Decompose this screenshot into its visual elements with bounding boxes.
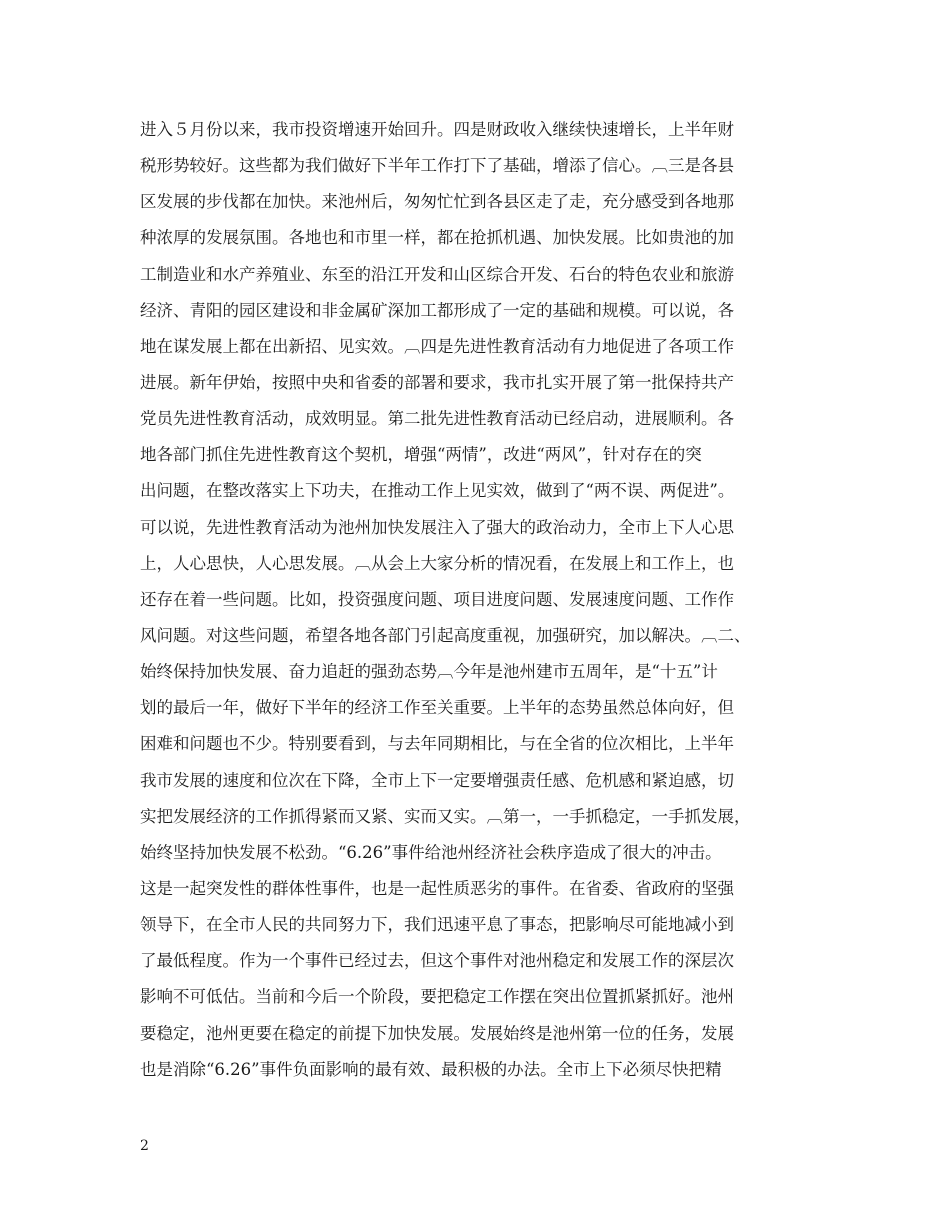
text-line: 要稳定，池州更要在稳定的前提下加快发展。发展始终是池州第一位的任务，发展 — [140, 1023, 734, 1043]
page-number: 2 — [140, 1138, 149, 1154]
text-line: 影响不可低估。当前和今后一个阶段，要把稳定工作摆在突出位置抓紧抓好。池州 — [140, 987, 734, 1007]
text-line: 始终保持加快发展、奋力追赶的强劲态势︹今年是池州建市五周年，是“十五”计 — [140, 662, 718, 682]
text-line: 实把发展经济的工作抓得紧而又紧、实而又实。︹第一，一手抓稳定，一手抓发展， — [140, 806, 751, 826]
text-line: 领导下，在全市人民的共同努力下，我们迅速平息了事态，把影响尽可能地减小到 — [140, 915, 734, 935]
text-line: 这是一起突发性的群体性事件，也是一起性质恶劣的事件。在省委、省政府的坚强 — [140, 878, 734, 898]
text-line: 风问题。对这些问题，希望各地各部门引起高度重视，加强研究，加以解决。︹二、 — [140, 625, 751, 645]
text-line: 我市发展的速度和位次在下降，全市上下一定要增强责任感、危机感和紧迫感，切 — [140, 770, 734, 790]
text-line: 出问题，在整改落实上下功夫，在推动工作上见实效，做到了“两不误、两促进”。 — [140, 481, 735, 501]
text-line: 了最低程度。作为一个事件已经过去，但这个事件对池州稳定和发展工作的深层次 — [140, 951, 734, 971]
text-line: 始终坚持加快发展不松劲。“6.26”事件给池州经济社会秩序造成了很大的冲击。 — [140, 842, 722, 862]
text-line: 地在谋发展上都在出新招、见实效。︹四是先进性教育活动有力地促进了各项工作 — [140, 336, 734, 356]
text-line: 进入５月份以来，我市投资增速开始回升。四是财政收入继续快速增长，上半年财 — [140, 120, 734, 139]
text-line: 种浓厚的发展氛围。各地也和市里一样，都在抢抓机遇、加快发展。比如贵池的加 — [140, 228, 734, 248]
text-line: 税形势较好。这些都为我们做好下半年工作打下了基础，增添了信心。︹三是各县 — [140, 156, 734, 176]
text-line: 党员先进性教育活动，成效明显。第二批先进性教育活动已经启动，进展顺利。各 — [140, 409, 734, 429]
text-line: 进展。新年伊始，按照中央和省委的部署和要求，我市扎实开展了第一批保持共产 — [140, 372, 734, 392]
text-line: 工制造业和水产养殖业、东至的沿江开发和山区综合开发、石台的特色农业和旅游 — [140, 264, 734, 284]
text-line: 经济、青阳的园区建设和非金属矿深加工都形成了一定的基础和规模。可以说，各 — [140, 300, 734, 320]
text-line: 地各部门抓住先进性教育这个契机，增强“两情”，改进“两风”，针对存在的突 — [140, 445, 702, 465]
text-line: 可以说，先进性教育活动为池州加快发展注入了强大的政治动力，全市上下人心思 — [140, 517, 734, 537]
text-line: 还存在着一些问题。比如，投资强度问题、项目进度问题、发展速度问题、工作作 — [140, 589, 734, 609]
text-line: 区发展的步伐都在加快。来池州后，匆匆忙忙到各县区走了走，充分感受到各地那 — [140, 192, 734, 212]
text-line: 划的最后一年，做好下半年的经济工作至关重要。上半年的态势虽然总体向好，但 — [140, 698, 734, 718]
text-line: 也是消除“6.26”事件负面影响的最有效、最积极的办法。全市上下必须尽快把精 — [140, 1059, 722, 1079]
body-text — [140, 112, 820, 1088]
text-line: 上，人心思快，人心思发展。︹从会上大家分析的情况看，在发展上和工作上，也 — [140, 553, 734, 573]
text-line: 困难和问题也不少。特别要看到，与去年同期相比，与在全省的位次相比，上半年 — [140, 734, 734, 754]
